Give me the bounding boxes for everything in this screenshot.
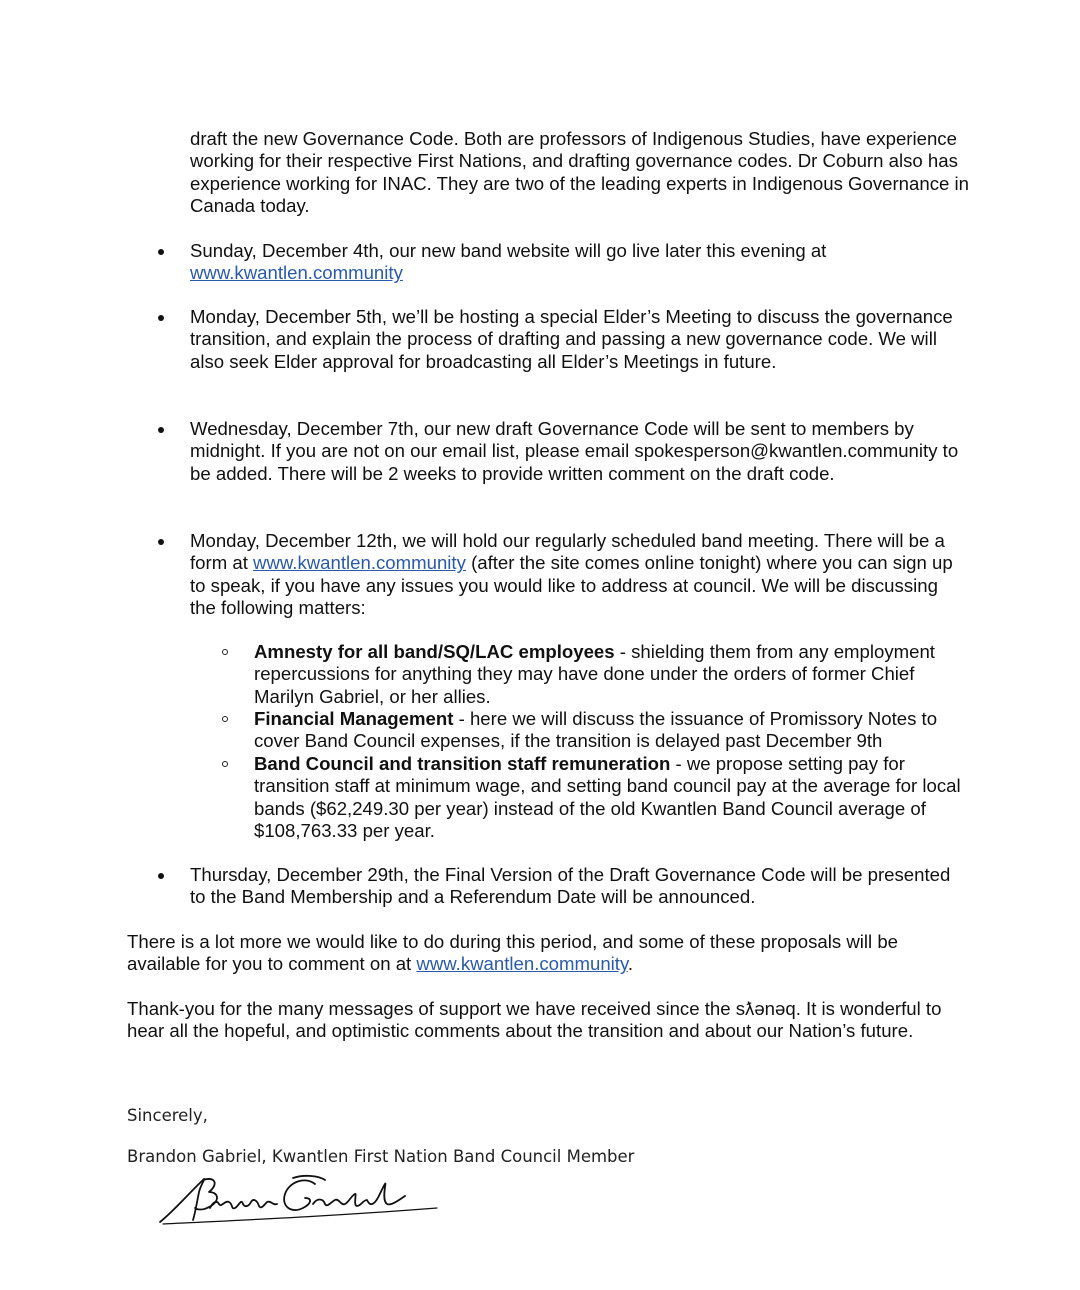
bullet-text-after: (after the site comes online tonight) where you can sign up to speak, if you have any issues you would like to address at council. We will be discussing the following matters: xyxy=(190,552,953,619)
bullet-icon xyxy=(158,315,164,321)
bullet-icon xyxy=(158,427,164,433)
closing-text-end: . xyxy=(627,953,634,975)
website-link[interactable]: www.kwantlen.community xyxy=(416,953,628,975)
bullet-text: Wednesday, December 7th, our new draft Governance Code will be sent to members by midnight. If you are not on our email list, please email spokesperson@kwantlen.community to be added. There will be 2 weeks to provide written comment on the draft code. xyxy=(190,418,959,484)
sub-item-text: - we propose setting pay for transition staff at minimum wage, and setting band council pay at the average for local bands ($62,249.30 per year) instead of the old Kwantlen Band Council average of $108,763.33 per year. xyxy=(254,753,961,842)
bullet-item-dec-5 xyxy=(190,306,960,373)
sub-item-heading: Amnesty for all band/SQ/LAC employees xyxy=(254,641,615,662)
bullet-text: Thursday, December 29th, the Final Version of the Draft Governance Code will be presented to the Band Membership and a Referendum Date will be announced. xyxy=(190,864,951,908)
signer-name-line: Brandon Gabriel, Kwantlen First Nation Band Council Member xyxy=(127,1147,635,1166)
bullet-item-dec-29 xyxy=(190,864,960,909)
website-link[interactable]: www.kwantlen.community xyxy=(190,262,403,284)
handwritten-signature xyxy=(155,1170,445,1230)
intro-paragraph: draft the new Governance Code. Both are professors of Indigenous Studies, have experience working for their respective First Nations, and drafting governance codes. Dr Coburn also has experience working for INAC. They are two of the leading experts in Indigenous Governance in Canada today. xyxy=(190,128,969,217)
bullet-item-dec-7 xyxy=(190,418,960,485)
website-link[interactable]: www.kwantlen.community xyxy=(253,552,466,574)
bullet-text: Monday, December 5th, we’ll be hosting a special Elder’s Meeting to discuss the governance transition, and explain the process of drafting and passing a new governance code. We will also seek Elder approval for broadcasting all Elder’s Meetings in future. xyxy=(190,306,953,372)
bullet-item-dec-4 xyxy=(190,240,960,285)
sub-bullet-icon xyxy=(222,649,228,655)
sub-item-text: - here we will discuss the issuance of Promissory Notes to cover Band Council expenses, if the transition is delayed past December 9th xyxy=(254,708,938,752)
bullet-icon xyxy=(158,249,164,255)
sub-item-text: - shielding them from any employment repercussions for anything they may have done under the orders of former Chief Marilyn Gabriel, or her allies. xyxy=(254,641,935,707)
sub-item-heading: Band Council and transition staff remuneration xyxy=(254,753,671,774)
bullet-item-dec-12 xyxy=(190,530,960,620)
sub-item-remuneration xyxy=(254,753,974,843)
bullet-icon xyxy=(158,873,164,879)
bullet-icon xyxy=(158,539,164,545)
bullet-text: Sunday, December 4th, our new band website will go live later this evening at xyxy=(190,240,827,261)
sub-item-heading: Financial Management xyxy=(254,708,454,729)
sub-item-amnesty xyxy=(254,641,974,708)
closing-text: There is a lot more we would like to do during this period, and some of these proposals will be available for you to comment on at xyxy=(127,931,899,975)
sub-bullet-icon xyxy=(222,716,228,722)
bullet-text: Monday, December 12th, we will hold our regularly scheduled band meeting. There will be a form at xyxy=(190,530,945,574)
salutation: Sincerely, xyxy=(127,1106,208,1125)
closing-paragraph-2: Thank-you for the many messages of support we have received since the sƛənəq. It is wonderful to hear all the hopeful, and optimistic comments about the transition and about our Nation’s future. xyxy=(127,998,942,1042)
sub-item-financial xyxy=(254,708,974,753)
sub-bullet-icon xyxy=(222,761,228,767)
closing-paragraph-1 xyxy=(127,931,957,976)
